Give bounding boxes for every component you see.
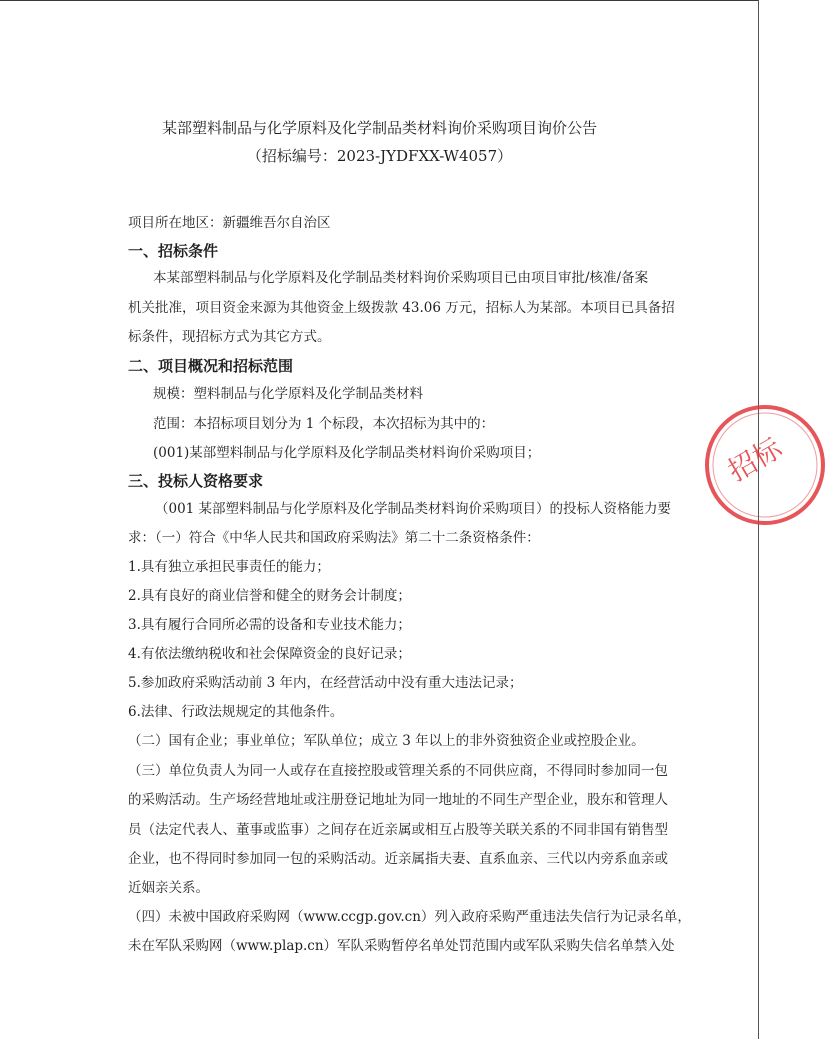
qualification-item: 1.具有独立承担民事责任的能力；: [128, 559, 330, 575]
qualification-clause-4: （四）未被中国政府采购网（www.ccgp.gov.cn）列入政府采购严重违法失信行为记录名单，: [128, 909, 691, 925]
scope-range: 范围：本招标项目划分为 1 个标段，本次招标为其中的：: [153, 416, 495, 432]
qualification-clause-3: 员（法定代表人、董事或监事）之间存在近亲属或相互占股等关联关系的不同非国有销售型: [128, 822, 668, 838]
qualification-intro: （001 某部塑料制品与化学原料及化学制品类材料询价采购项目）的投标人资格能力要: [155, 501, 672, 517]
project-region: 项目所在地区：新疆维吾尔自治区: [128, 215, 331, 231]
svg-text:招标: 招标: [722, 431, 788, 488]
qualification-item: 2.具有良好的商业信誉和健全的财务会计制度；: [128, 588, 411, 604]
qualification-item: 6.法律、行政法规规定的其他条件。: [128, 704, 344, 720]
qualification-clause-3: 的采购活动。生产场经营地址或注册登记地址为同一地址的不同生产型企业，股东和管理人: [128, 792, 668, 808]
section-heading-3: 三、投标人资格要求: [128, 472, 264, 490]
section1-line: 本某部塑料制品与化学原料及化学制品类材料询价采购项目已由项目审批/核准/备案: [153, 270, 649, 286]
section1-line: 机关批准，项目资金来源为其他资金上级拨款 43.06 万元，招标人为某部。本项目已具备招: [128, 300, 675, 316]
qualification-item: 3.具有履行合同所必需的设备和专业技术能力；: [128, 617, 411, 633]
tender-number: （招标编号：2023-JYDFXX-W4057）: [246, 147, 513, 165]
section-heading-2: 二、项目概况和招标范围: [128, 357, 294, 375]
page-top-border: [0, 0, 759, 1]
qualification-item: 4.有依法缴纳税收和社会保障资金的良好记录；: [128, 646, 411, 662]
announcement-title: 某部塑料制品与化学原料及化学制品类材料询价采购项目询价公告: [161, 119, 597, 137]
qualification-intro: 求：（一）符合《中华人民共和国政府采购法》第二十二条资格条件：: [128, 530, 540, 546]
scope-scale: 规模：塑料制品与化学原料及化学制品类材料: [153, 386, 423, 402]
qualification-clause-3: 近姻亲关系。: [128, 880, 209, 896]
section-heading-1: 一、招标条件: [128, 242, 219, 260]
qualification-clause-4: 未在军队采购网（www.plap.cn）军队采购暂停名单处罚范围内或军队采购失信名单禁入处: [128, 938, 675, 954]
section1-line: 标条件，现招标方式为其它方式。: [128, 329, 331, 345]
qualification-clause-2: （二）国有企业；事业单位；军队单位；成立 3 年以上的非外资独资企业或控股企业。: [128, 733, 645, 749]
qualification-item: 5.参加政府采购活动前 3 年内，在经营活动中没有重大违法记录；: [128, 675, 523, 691]
scope-lot: (001)某部塑料制品与化学原料及化学制品类材料询价采购项目；: [153, 445, 541, 461]
qualification-clause-3: 企业，也不得同时参加同一包的采购活动。近亲属指夫妻、直系血亲、三代以内旁系血亲或: [128, 851, 668, 867]
official-seal-stamp: [700, 400, 830, 530]
qualification-clause-3: （三）单位负责人为同一人或存在直接控股或管理关系的不同供应商，不得同时参加同一包: [128, 763, 668, 779]
